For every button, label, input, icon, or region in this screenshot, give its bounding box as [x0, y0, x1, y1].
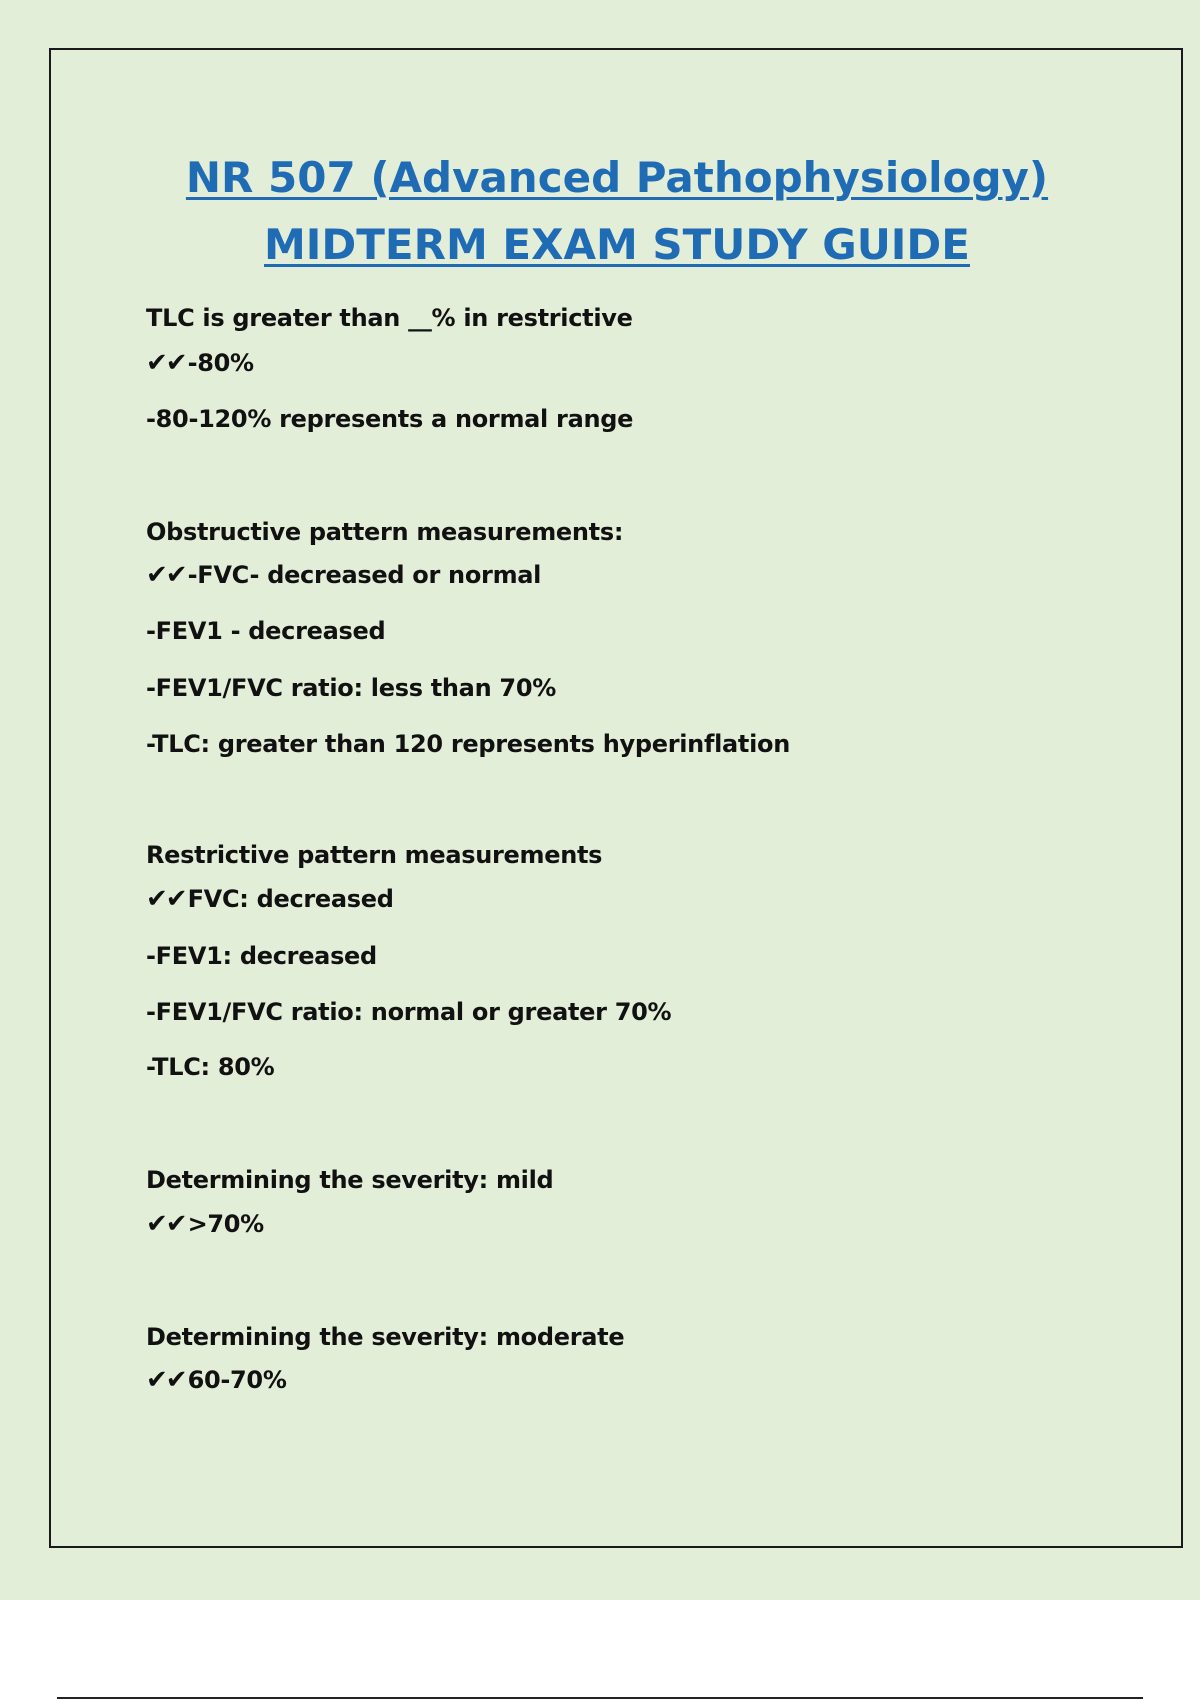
note-text: -FEV1/FVC ratio: less than 70%: [146, 674, 556, 702]
double-check-icon: ✔✔: [146, 348, 186, 378]
double-check-icon: ✔✔: [146, 1365, 186, 1395]
note-text: -FEV1/FVC ratio: normal or greater 70%: [146, 998, 672, 1026]
note-text: -FEV1: decreased: [146, 942, 377, 970]
answer-text: FVC: decreased: [187, 885, 394, 913]
document-title-line-1: NR 507 (Advanced Pathophysiology): [185, 153, 1049, 202]
note-text: -80-120% represents a normal range: [146, 405, 634, 433]
answer-line: [146, 1209, 264, 1239]
answer-line: [146, 1365, 287, 1395]
question-text: Determining the severity: moderate: [146, 1323, 625, 1351]
double-check-icon: ✔✔: [146, 884, 186, 914]
answer-line: [146, 560, 541, 590]
double-check-icon: ✔✔: [146, 1209, 186, 1239]
note-text: -TLC: greater than 120 represents hyperinflation: [146, 730, 790, 758]
note-text: -TLC: 80%: [146, 1053, 275, 1081]
answer-text: 60-70%: [187, 1366, 287, 1394]
question-text: Obstructive pattern measurements:: [146, 518, 624, 546]
answer-text: >70%: [187, 1210, 264, 1238]
footer-divider: [57, 1697, 1143, 1699]
double-check-icon: ✔✔: [146, 560, 186, 590]
answer-text: -FVC- decreased or normal: [187, 561, 542, 589]
answer-line: [146, 348, 254, 378]
answer-text: -80%: [187, 349, 254, 377]
note-text: -FEV1 - decreased: [146, 617, 386, 645]
question-text: Restrictive pattern measurements: [146, 841, 603, 869]
question-text: Determining the severity: mild: [146, 1166, 554, 1194]
answer-line: [146, 884, 394, 914]
document-title-line-2: MIDTERM EXAM STUDY GUIDE: [264, 220, 970, 269]
question-text: TLC is greater than __% in restrictive: [146, 304, 633, 332]
